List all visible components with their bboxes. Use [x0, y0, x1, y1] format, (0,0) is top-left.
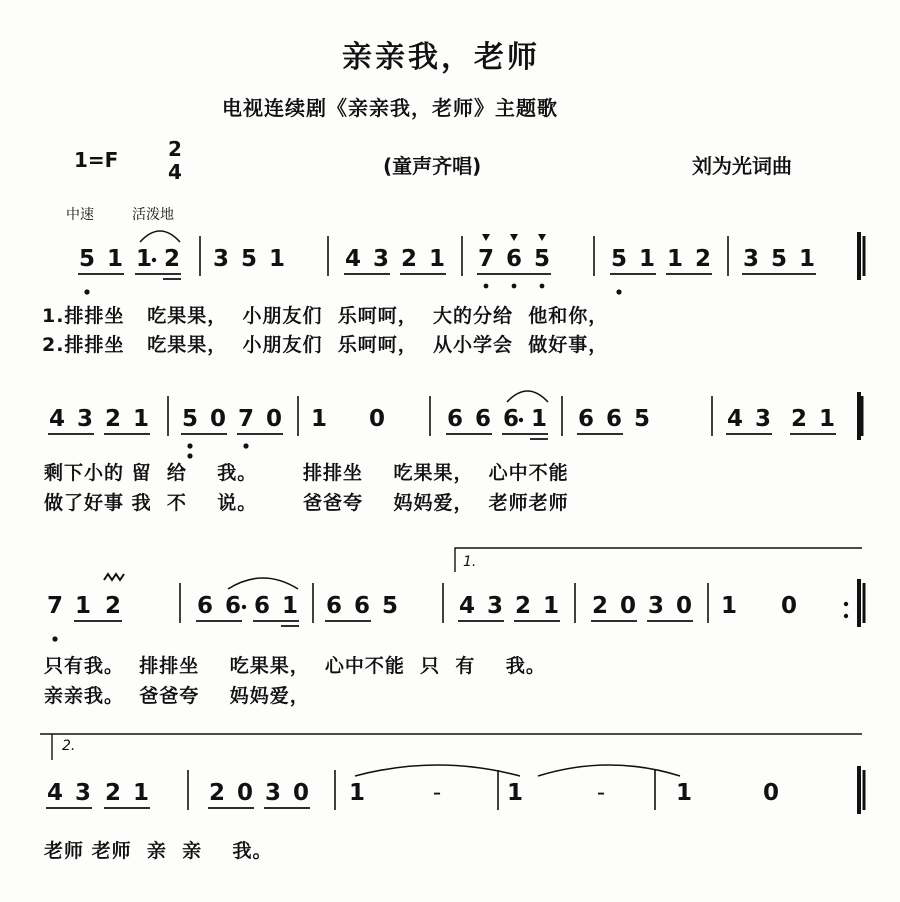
score-note: 6	[605, 406, 622, 432]
score-note: 6	[474, 406, 491, 432]
score-note: 1	[348, 780, 365, 806]
octave-dot-below	[616, 289, 621, 294]
score-note: 6	[253, 593, 270, 619]
score-note: 6	[446, 406, 463, 432]
score-note: 1	[675, 780, 692, 806]
score-note: 4	[48, 406, 65, 432]
score-note: 2	[591, 593, 608, 619]
score-note: 1	[428, 246, 445, 272]
slur	[507, 391, 548, 402]
credits: 刘为光词曲	[692, 154, 792, 178]
score-note: 1	[106, 246, 123, 272]
score-note: 3	[76, 406, 93, 432]
volta-first-bracket	[455, 548, 862, 572]
score-note: 5	[770, 246, 787, 272]
score-note: 1	[666, 246, 683, 272]
score-note: 5	[381, 593, 398, 619]
score-note: 2	[790, 406, 807, 432]
performance-note: (童声齐唱)	[383, 154, 482, 178]
time-signature-top: 2	[168, 137, 182, 161]
lyric-line: 剩下小的 留 给 我。 排排坐 吃果果， 心中不能	[44, 462, 569, 484]
slur	[228, 578, 298, 589]
score-note: 1	[132, 780, 149, 806]
score-note: 6	[196, 593, 213, 619]
song-title: 亲亲我，老师	[342, 40, 540, 75]
score-note: 1	[310, 406, 327, 432]
score-note: 0	[236, 780, 253, 806]
score-note: 2	[104, 593, 121, 619]
score-note: 1	[798, 246, 815, 272]
score-note: 3	[372, 246, 389, 272]
octave-dot-below	[243, 443, 248, 448]
score-note: 0	[619, 593, 636, 619]
score-note: 3	[647, 593, 664, 619]
octave-dot-below	[84, 289, 89, 294]
score-note: 2	[694, 246, 711, 272]
octave-dot-below	[484, 284, 489, 289]
score-note: 7	[237, 406, 254, 432]
lyric-line: 只有我。 排排坐 吃果果， 心中不能 只 有 我。	[44, 655, 546, 677]
repeat-dot	[844, 614, 848, 618]
score-note: 4	[344, 246, 361, 272]
score-note: 6	[353, 593, 370, 619]
octave-dot-below	[512, 284, 517, 289]
score-note: 6	[224, 593, 241, 619]
expression-marking: 活泼地	[132, 207, 174, 223]
score-note: 7	[477, 246, 494, 272]
score-note: 1	[74, 593, 91, 619]
score-note: -	[432, 780, 442, 806]
score-note: 2	[104, 780, 121, 806]
key-signature: 1=F	[74, 148, 119, 172]
score-note: 3	[742, 246, 759, 272]
lyric-line: 亲亲我。 爸爸夸 妈妈爱，	[44, 685, 310, 707]
score-note: 1	[506, 780, 523, 806]
score-note: 0	[368, 406, 385, 432]
score-note: 3	[754, 406, 771, 432]
score-note: 3	[264, 780, 281, 806]
augmentation-dot	[242, 605, 246, 609]
staccato-mark	[510, 234, 518, 241]
score-note: 2	[514, 593, 531, 619]
score-note: 5	[610, 246, 627, 272]
score-note: 1	[132, 406, 149, 432]
score-note: 5	[240, 246, 257, 272]
tie	[355, 765, 520, 776]
slur	[140, 231, 180, 242]
tie	[538, 765, 680, 776]
score-note: 5	[78, 246, 95, 272]
time-signature-bottom: 4	[168, 160, 182, 184]
score-note: 0	[292, 780, 309, 806]
score-note: 4	[726, 406, 743, 432]
lyric-line: 老师 老师 亲 亲 我。	[44, 840, 273, 862]
score-note: 1	[720, 593, 737, 619]
score-note: 1	[638, 246, 655, 272]
lyric-line: 2.排排坐 吃果果， 小朋友们 乐呵呵， 从小学会 做好事，	[42, 334, 609, 356]
score-note: 1	[542, 593, 559, 619]
volta-second-label: 2.	[62, 738, 76, 754]
lyric-line: 做了好事 我 不 说。 爸爸夸 妈妈爱， 老师老师	[44, 492, 569, 514]
score-note: 2	[104, 406, 121, 432]
score-note: -	[596, 780, 606, 806]
tempo-marking: 中速	[66, 207, 94, 223]
octave-dot-below	[540, 284, 545, 289]
staccato-mark	[538, 234, 546, 241]
score-note: 6	[325, 593, 342, 619]
score-note: 2	[163, 246, 180, 272]
trill-mark	[104, 574, 124, 580]
score-note: 4	[458, 593, 475, 619]
score-note: 0	[780, 593, 797, 619]
score-note: 2	[208, 780, 225, 806]
score-note: 1	[135, 246, 152, 272]
score-note: 5	[633, 406, 650, 432]
score-note: 1	[530, 406, 547, 432]
score-note: 3	[486, 593, 503, 619]
score-note: 6	[577, 406, 594, 432]
score-note: 0	[265, 406, 282, 432]
score-note: 6	[505, 246, 522, 272]
score-note: 5	[533, 246, 550, 272]
lyric-line: 1.排排坐 吃果果， 小朋友们 乐呵呵， 大的分给 他和你，	[42, 305, 609, 327]
repeat-dot	[844, 602, 848, 606]
score-note: 1	[281, 593, 298, 619]
score-note: 0	[209, 406, 226, 432]
augmentation-dot	[519, 418, 523, 422]
octave-dot-below	[52, 636, 57, 641]
staccato-mark	[482, 234, 490, 241]
score-note: 3	[212, 246, 229, 272]
song-subtitle: 电视连续剧《亲亲我，老师》主题歌	[222, 96, 558, 120]
augmentation-dot	[152, 258, 156, 262]
score-note: 1	[818, 406, 835, 432]
score-note: 7	[46, 593, 63, 619]
octave-dot-below	[187, 443, 192, 448]
score-note: 2	[400, 246, 417, 272]
score-note: 4	[46, 780, 63, 806]
octave-dot-below	[187, 453, 192, 458]
score-note: 0	[675, 593, 692, 619]
volta-first-label: 1.	[463, 554, 477, 570]
score-note: 5	[181, 406, 198, 432]
score-note: 6	[502, 406, 519, 432]
score-note: 1	[268, 246, 285, 272]
score-note: 3	[74, 780, 91, 806]
score-note: 0	[762, 780, 779, 806]
